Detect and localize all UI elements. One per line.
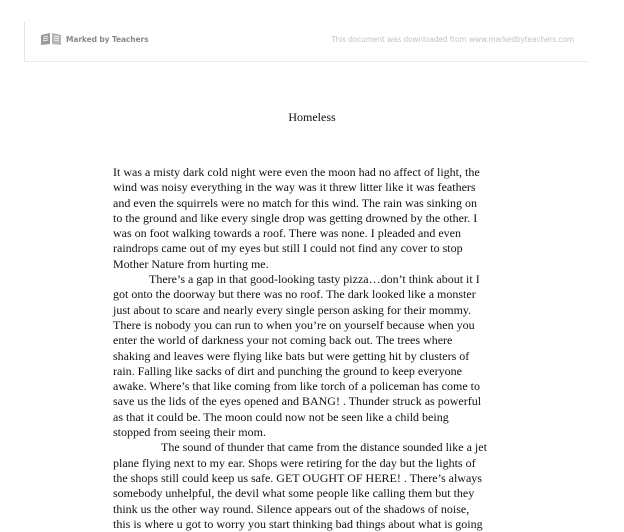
essay-line: enter the world of darkness your not coming back out. The trees where — [113, 333, 453, 348]
essay-line: stopped from seeing their mom. — [113, 425, 266, 440]
essay-line: save us the lids of the eyes opened and BANG! . Thunder struck as powerful — [113, 394, 482, 409]
essay-line: Mother Nature from hurting me. — [113, 256, 269, 271]
essay-line: as that it could be. The moon could now not be seen like a child being — [113, 409, 449, 424]
essay-line: the shops still could keep us safe. GET OUGHT OF HERE! . There’s always — [113, 470, 482, 485]
header-divider — [24, 61, 589, 62]
essay-line: just about to scare and nearly every single person asking for their mommy. — [113, 302, 472, 317]
essay-line: shaking and leaves were flying like bats but were getting hit by clusters of — [113, 348, 470, 363]
essay-line: was on foot walking towards a roof. There was none. I pleaded and even — [113, 226, 461, 241]
essay-line: It was a misty dark cold night were even the moon had no affect of light, the — [113, 165, 480, 179]
essay-line: somebody unhelpful, the devil what some people like calling them but they — [113, 486, 475, 501]
header-left-border — [24, 22, 25, 62]
document-title: Homeless — [288, 110, 336, 124]
book-logo-icon — [40, 32, 62, 46]
marked-by-teachers-logo[interactable] — [40, 32, 148, 46]
essay-line: There is nobody you can run to when you’re on yourself because when you — [113, 317, 475, 332]
essay-line: think us the other way round. Silence appears out of the shadows of noise, — [113, 501, 470, 516]
essay-line: wind was noisy everything in the way was it threw litter like it was feathers — [113, 180, 476, 195]
essay-line: rain. Falling like sacks of dirt and punching the ground to keep everyone — [113, 363, 462, 378]
essay-line: The sound of thunder that came from the distance sounded like a jet — [161, 440, 487, 455]
essay-line: raindrops came out of my eyes but still I could not find any cover to stop — [113, 241, 463, 256]
logo-text: Marked by Teachers — [66, 34, 149, 44]
essay-line: to the ground and like every single drop was getting drowned by the other. I — [113, 210, 478, 225]
essay-line: this is where u got to worry you start thinking bad things about what is going — [113, 516, 483, 531]
essay-line: awake. Where’s that like coming from like torch of a policeman has come to — [113, 379, 480, 394]
essay-line: got onto the doorway but there was no roof. The dark looked like a monster — [113, 287, 476, 302]
essay-line: plane flying next to my ear. Shops were retiring for the day but the lights of — [113, 455, 476, 470]
essay-body — [113, 165, 528, 532]
essay-line: There’s a gap in that good-looking tasty pizza…don’t think about it I — [149, 272, 480, 287]
download-source-note: This document was downloaded from www.markedbyteachers.com — [331, 35, 574, 44]
essay-line: and even the squirrels were no match for this wind. The rain was sinking on — [113, 195, 478, 210]
